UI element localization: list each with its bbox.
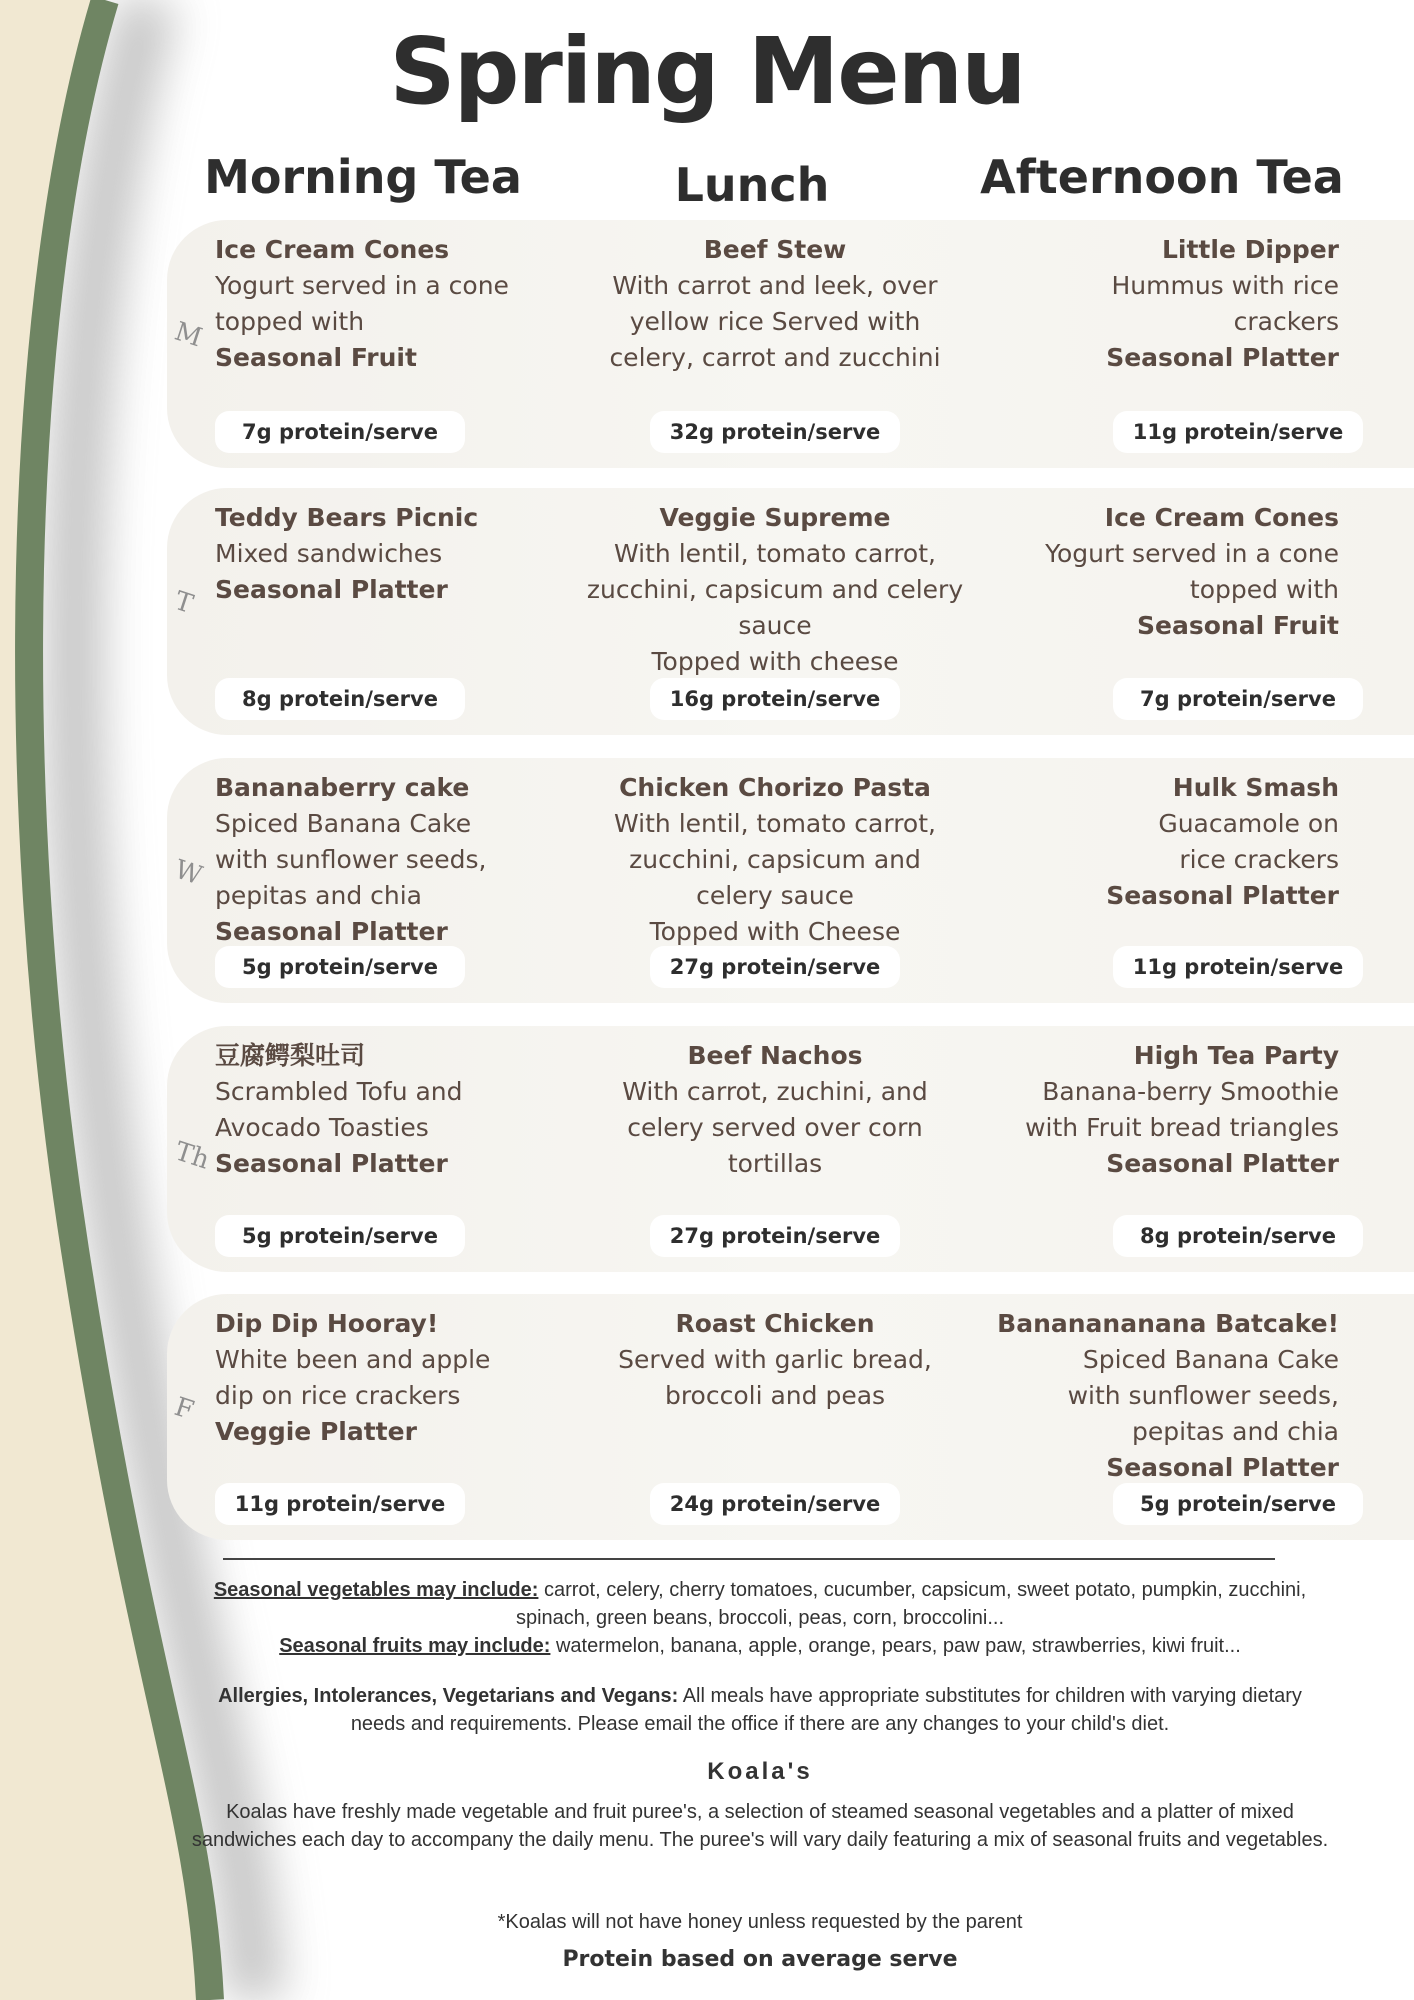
- menu-item-description: With carrot, zuchini, and: [622, 1077, 928, 1106]
- menu-item-afternoon-tea: [1025, 1038, 1339, 1182]
- menu-item-description: Topped with cheese: [651, 647, 899, 676]
- day-row-w: [167, 758, 1414, 1003]
- koala-text: Koalas have freshly made vegetable and fruit puree's, a selection of steamed seasonal vegetables and a platter of mixed sandwiches each day to accompany the daily menu. The puree's will vary daily featuring a mix of seasonal fruits and vegetables.: [191, 1801, 1329, 1851]
- protein-badge: 24g protein/serve: [650, 1483, 900, 1525]
- day-row-t: [167, 488, 1414, 735]
- menu-item-description: celery served over corn: [627, 1113, 923, 1142]
- day-label: Th: [171, 1136, 213, 1176]
- menu-item-description: Scrambled Tofu and: [215, 1077, 463, 1106]
- protein-badge: 11g protein/serve: [215, 1483, 465, 1525]
- protein-badge: 32g protein/serve: [650, 411, 900, 453]
- divider: [223, 1558, 1275, 1560]
- menu-item-description: with sunflower seeds,: [1067, 1381, 1339, 1410]
- day-label: W: [171, 854, 206, 892]
- menu-item-title: Roast Chicken: [675, 1309, 875, 1338]
- menu-item-title: Hulk Smash: [1172, 773, 1339, 802]
- menu-item-description: zucchini, capsicum and: [629, 845, 921, 874]
- menu-item-description: celery sauce: [696, 881, 854, 910]
- day-row-m: [167, 220, 1414, 468]
- day-label: F: [170, 1391, 198, 1427]
- day-label: M: [171, 316, 206, 354]
- honey-note: *Koalas will not have honey unless requested by the parent: [497, 1911, 1023, 1933]
- protein-badge: 5g protein/serve: [215, 946, 465, 988]
- menu-item-description: yellow rice Served with: [629, 307, 921, 336]
- menu-item-title: Dip Dip Hooray!: [215, 1309, 439, 1338]
- protein-badge: 5g protein/serve: [215, 1215, 465, 1257]
- day-row-f: [167, 1294, 1414, 1540]
- menu-item-description: Yogurt served in a cone: [215, 271, 509, 300]
- menu-item-title: Chicken Chorizo Pasta: [619, 773, 931, 802]
- menu-item-description: pepitas and chia: [215, 881, 422, 910]
- menu-item-platter: Seasonal Platter: [215, 917, 448, 946]
- menu-item-morning-tea: [215, 1038, 463, 1182]
- allergy-label: Allergies, Intolerances, Vegetarians and Vegans:: [218, 1685, 679, 1707]
- column-heading-morning-tea: Morning Tea: [204, 150, 522, 204]
- menu-item-title: High Tea Party: [1133, 1041, 1339, 1070]
- menu-item-description: tortillas: [727, 1149, 823, 1178]
- menu-item-afternoon-tea: [1106, 770, 1339, 914]
- veg-text: carrot, celery, cherry tomatoes, cucumber, capsicum, sweet potato, pumpkin, zucchini, spinach, green beans, broccoli, peas, corn, broccolini...: [515, 1579, 1307, 1629]
- menu-item-platter: Seasonal Platter: [1106, 1149, 1339, 1178]
- menu-item-platter: Seasonal Platter: [215, 1149, 448, 1178]
- menu-item-title: Bananananana Batcake!: [997, 1309, 1339, 1338]
- protein-badge: 8g protein/serve: [1113, 1215, 1363, 1257]
- menu-item-title: Ice Cream Cones: [1104, 503, 1339, 532]
- fruit-text: watermelon, banana, apple, orange, pears, paw paw, strawberries, kiwi fruit...: [550, 1635, 1241, 1657]
- menu-item-title: Beef Nachos: [687, 1041, 863, 1070]
- menu-item-title: Teddy Bears Picnic: [215, 503, 479, 532]
- menu-item-platter: Seasonal Fruit: [1137, 611, 1339, 640]
- column-heading-lunch: Lunch: [674, 158, 830, 212]
- protein-badge: 11g protein/serve: [1113, 946, 1363, 988]
- menu-item-description: Spiced Banana Cake: [215, 809, 472, 838]
- day-label: T: [170, 586, 197, 620]
- menu-item-description: dip on rice crackers: [215, 1381, 461, 1410]
- menu-item-title: Beef Stew: [703, 235, 847, 264]
- menu-item-lunch: [575, 770, 975, 950]
- menu-item-description: Spiced Banana Cake: [1082, 1345, 1339, 1374]
- menu-item-lunch: [575, 232, 975, 376]
- allergy-info: [190, 1682, 1330, 1738]
- menu-item-afternoon-tea: [997, 1306, 1339, 1486]
- menu-item-description: with Fruit bread triangles: [1025, 1113, 1339, 1142]
- protein-badge: 7g protein/serve: [1113, 678, 1363, 720]
- menu-item-lunch: [575, 1038, 975, 1182]
- menu-item-afternoon-tea: [1045, 500, 1339, 644]
- seasonal-info: [190, 1576, 1330, 1660]
- menu-item-title: Ice Cream Cones: [215, 235, 450, 264]
- menu-item-platter: Seasonal Platter: [1106, 1453, 1339, 1482]
- koala-heading: Koala's: [707, 1758, 813, 1785]
- menu-item-description: With carrot and leek, over: [612, 271, 938, 300]
- protein-badge: 27g protein/serve: [650, 1215, 900, 1257]
- menu-item-title: Little Dipper: [1161, 235, 1339, 264]
- menu-item-description: With lentil, tomato carrot,: [614, 539, 936, 568]
- menu-item-title: 豆腐鳄梨吐司: [215, 1041, 366, 1070]
- menu-item-description: Topped with Cheese: [649, 917, 901, 946]
- menu-item-lunch: [575, 500, 975, 680]
- menu-item-morning-tea: [215, 770, 486, 950]
- menu-item-description: Yogurt served in a cone: [1045, 539, 1339, 568]
- menu-item-description: zucchini, capsicum and celery: [586, 575, 964, 604]
- protein-badge: 7g protein/serve: [215, 411, 465, 453]
- menu-item-description: rice crackers: [1179, 845, 1339, 874]
- menu-item-description: Served with garlic bread,: [618, 1345, 932, 1374]
- menu-item-description: celery, carrot and zucchini: [609, 343, 941, 372]
- menu-item-description: With lentil, tomato carrot,: [614, 809, 936, 838]
- menu-item-description: Mixed sandwiches: [215, 539, 443, 568]
- protein-badge: 5g protein/serve: [1113, 1483, 1363, 1525]
- menu-item-description: White been and apple: [215, 1345, 491, 1374]
- menu-item-title: Veggie Supreme: [659, 503, 891, 532]
- menu-item-description: topped with: [1189, 575, 1339, 604]
- menu-item-morning-tea: [215, 500, 478, 608]
- protein-badge: 16g protein/serve: [650, 678, 900, 720]
- protein-badge: 11g protein/serve: [1113, 411, 1363, 453]
- menu-item-afternoon-tea: [1106, 232, 1339, 376]
- menu-item-platter: Seasonal Platter: [1106, 881, 1339, 910]
- menu-item-platter: Seasonal Platter: [1106, 343, 1339, 372]
- day-row-th: [167, 1026, 1414, 1272]
- menu-item-description: Banana-berry Smoothie: [1042, 1077, 1339, 1106]
- protein-badge: 8g protein/serve: [215, 678, 465, 720]
- menu-item-description: topped with: [215, 307, 365, 336]
- protein-badge: 27g protein/serve: [650, 946, 900, 988]
- veg-label: Seasonal vegetables may include:: [213, 1579, 539, 1601]
- menu-item-platter: Seasonal Fruit: [215, 343, 417, 372]
- allergy-text: All meals have appropriate substitutes for children with varying dietary needs and requirements. Please email the office if there are any changes to your child's diet.: [350, 1685, 1302, 1735]
- fruit-label: Seasonal fruits may include:: [279, 1635, 551, 1657]
- menu-item-description: broccoli and peas: [664, 1381, 886, 1410]
- column-heading-afternoon-tea: Afternoon Tea: [980, 150, 1344, 204]
- menu-item-morning-tea: [215, 1306, 490, 1450]
- protein-note: Protein based on average serve: [562, 1947, 958, 1972]
- page-title: Spring Menu: [389, 18, 1025, 125]
- menu-item-description: Avocado Toasties: [215, 1113, 429, 1142]
- menu-item-description: Hummus with rice: [1111, 271, 1339, 300]
- menu-item-description: crackers: [1233, 307, 1339, 336]
- menu-item-description: with sunflower seeds,: [215, 845, 487, 874]
- menu-item-lunch: [575, 1306, 975, 1414]
- menu-item-platter: Seasonal Platter: [215, 575, 448, 604]
- menu-item-title: Bananaberry cake: [215, 773, 470, 802]
- menu-item-description: pepitas and chia: [1132, 1417, 1339, 1446]
- menu-item-platter: Veggie Platter: [215, 1417, 417, 1446]
- menu-item-description: sauce: [738, 611, 812, 640]
- menu-item-morning-tea: [215, 232, 509, 376]
- menu-item-description: Guacamole on: [1158, 809, 1339, 838]
